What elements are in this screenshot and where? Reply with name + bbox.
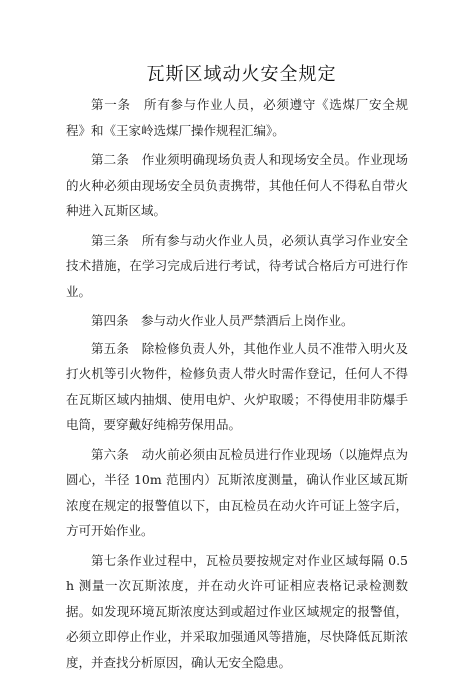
article-7: 第七条作业过程中，瓦检员要按规定对作业区域每隔 0.5h 测量一次瓦斯浓度，并在动火许可证相应表格记录检测数据。如发现环境瓦斯浓度达到或超过作业区域规定的报警值，必须立即停止作业，并采取加强通风等措施，尽快降低瓦斯浓度，并查找分析原因，确认无安全隐患。 — [66, 552, 408, 670]
article-1: 第一条 所有参与作业人员，必须遵守《选煤厂安全规程》和《王家岭选煤厂操作规程汇编》。 — [66, 97, 408, 138]
article-4: 第四条 参与动火作业人员严禁酒后上岗作业。 — [91, 313, 354, 328]
article-2: 第二条 作业须明确现场负责人和现场安全员。作业现场的火种必须由现场安全员负责携带，其他任何人不得私自带火种进入瓦斯区域。 — [66, 152, 408, 218]
article-3: 第三条 所有参与动火作业人员，必须认真学习作业安全技术措施，在学习完成后进行考试，待考试合格后方可进行作业。 — [66, 232, 408, 299]
document-title: 瓦斯区域动火安全规定 — [146, 64, 337, 85]
article-6: 第六条 动火前必须由瓦检员进行作业现场（以施焊点为圆心，半径 10m 范围内）瓦斯浓度测量，确认作业区域瓦斯浓度在规定的报警值以下，由瓦检员在动火许可证上签字后，方可开始作业。 — [66, 446, 408, 538]
document-body — [66, 92, 408, 679]
article-5: 第五条 除检修负责人外，其他作业人员不准带入明火及打火机等引火物件，检修负责人带火时需作登记，任何人不得在瓦斯区域内抽烟、使用电炉、火炉取暖；不得使用非防爆手电筒，要穿戴好纯棉劳保用品。 — [66, 340, 408, 432]
